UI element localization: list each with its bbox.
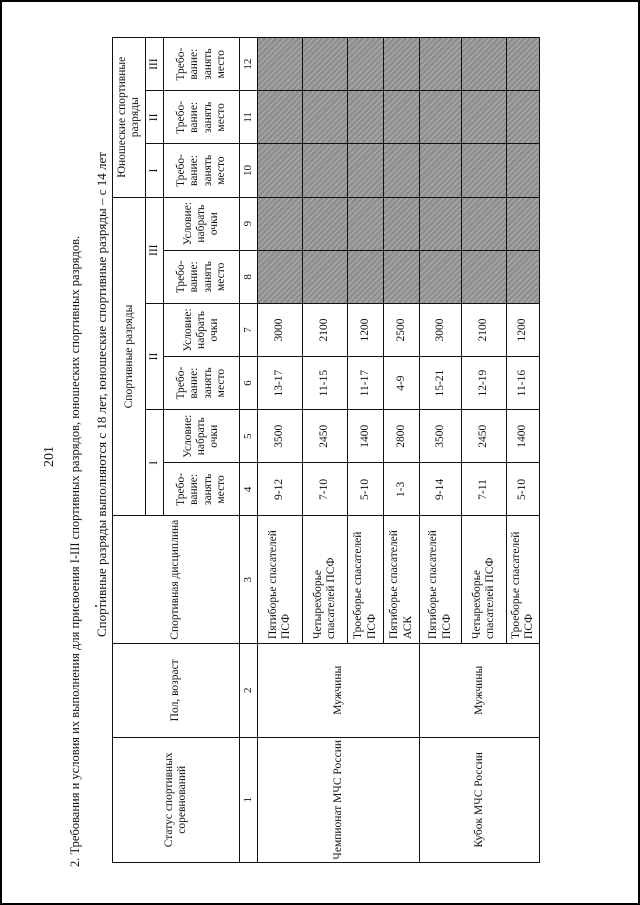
column-number: 6 [239, 357, 257, 410]
header-points-cond: Условие: набрать очки [164, 303, 240, 356]
table-caption: 2. Требования и условия их выполнения для присвоения I-III спортивных разрядов, юношеских спортивных разрядов. [68, 235, 82, 867]
shaded-cell [506, 250, 539, 303]
points-cell: 2100 [462, 303, 506, 356]
place-cell: 13-17 [257, 357, 303, 410]
shaded-cell [257, 197, 303, 250]
shaded-cell [303, 38, 347, 91]
shaded-cell [257, 91, 303, 144]
shaded-cell [506, 38, 539, 91]
shaded-cell [303, 91, 347, 144]
header-rank-2: II [146, 303, 164, 409]
points-cell: 1200 [506, 303, 539, 356]
points-cell: 2500 [384, 303, 420, 356]
header-gender: Пол, возраст [113, 644, 240, 738]
shaded-cell [384, 250, 420, 303]
column-number: 5 [239, 410, 257, 463]
place-cell: 7-11 [462, 463, 506, 516]
shaded-cell [257, 144, 303, 197]
discipline-cell: Троеборье спасателей ПСФ [506, 516, 539, 644]
points-cell: 1200 [347, 303, 384, 356]
discipline-cell: Пятиборье спасателей ПСФ [257, 516, 303, 644]
shaded-cell [257, 250, 303, 303]
place-cell: 7-10 [303, 463, 347, 516]
place-cell: 11-15 [303, 357, 347, 410]
shaded-cell [384, 91, 420, 144]
header-discipline: Спортивная дисциплина [113, 516, 240, 644]
column-number: 8 [239, 250, 257, 303]
shaded-cell [347, 144, 384, 197]
shaded-cell [419, 144, 461, 197]
table-row [257, 38, 303, 863]
header-place-req: Требо-вание: занять место [164, 357, 240, 410]
shaded-cell [347, 197, 384, 250]
column-number: 3 [239, 516, 257, 644]
shaded-cell [462, 197, 506, 250]
place-cell: 11-16 [506, 357, 539, 410]
header-points-cond: Условие: набрать очки [164, 197, 240, 250]
place-cell: 9-12 [257, 463, 303, 516]
place-cell: 12-19 [462, 357, 506, 410]
status-cell: Кубок МЧС России [419, 737, 539, 862]
shaded-cell [303, 144, 347, 197]
discipline-cell: Пятиборье спасателей ПСФ [419, 516, 461, 644]
header-sport-ranks: Спортивные разряды [113, 197, 146, 516]
shaded-cell [419, 250, 461, 303]
points-cell: 3500 [257, 410, 303, 463]
header-youth-2: II [146, 91, 164, 144]
shaded-cell [384, 197, 420, 250]
points-cell: 2800 [384, 410, 420, 463]
header-place-req: Требо-вание: занять место [164, 250, 240, 303]
header-youth-1: I [146, 144, 164, 197]
shaded-cell [347, 250, 384, 303]
shaded-cell [462, 38, 506, 91]
shaded-cell [303, 197, 347, 250]
place-cell: 1-3 [384, 463, 420, 516]
shaded-cell [462, 91, 506, 144]
age-note: Спортивные разряды выполняются с 18 лет, юношеские спортивные разряды – с 14 лет [94, 152, 109, 637]
column-number: 12 [239, 38, 257, 91]
header-status: Статус спортивных соревнований [113, 737, 240, 862]
column-number: 4 [239, 463, 257, 516]
place-cell: 5-10 [347, 463, 384, 516]
column-number: 2 [239, 644, 257, 738]
header-place-req: Требо-вание: занять место [164, 463, 240, 516]
header-place-req: Требо-вание: занять место [164, 144, 240, 197]
shaded-cell [419, 38, 461, 91]
column-number: 10 [239, 144, 257, 197]
column-number: 9 [239, 197, 257, 250]
shaded-cell [506, 91, 539, 144]
shaded-cell [506, 144, 539, 197]
shaded-cell [347, 38, 384, 91]
place-cell: 11-17 [347, 357, 384, 410]
column-number: 1 [239, 737, 257, 862]
table-row [419, 38, 461, 863]
shaded-cell [506, 197, 539, 250]
points-cell: 2100 [303, 303, 347, 356]
discipline-cell: Пятиборье спасателей АСК [384, 516, 420, 644]
header-youth-ranks: Юношеские спортивные разряды [113, 38, 146, 198]
points-cell: 3000 [257, 303, 303, 356]
header-rank-3: III [146, 197, 164, 303]
discipline-cell: Троеборье спасателей ПСФ [347, 516, 384, 644]
shaded-cell [419, 91, 461, 144]
place-cell: 4-9 [384, 357, 420, 410]
header-rank-1: I [146, 410, 164, 516]
points-cell: 3500 [419, 410, 461, 463]
gender-cell: Мужчины [419, 644, 539, 738]
points-cell: 2450 [462, 410, 506, 463]
header-place-req: Требо-вание: занять место [164, 91, 240, 144]
page-number: 201 [42, 446, 57, 467]
header-points-cond: Условие: набрать очки [164, 410, 240, 463]
discipline-cell: Четырехборье спасателей ПСФ [303, 516, 347, 644]
place-cell: 5-10 [506, 463, 539, 516]
place-cell: 9-14 [419, 463, 461, 516]
discipline-cell: Четырехборье спасателей ПСФ [462, 516, 506, 644]
shaded-cell [384, 38, 420, 91]
shaded-cell [303, 250, 347, 303]
points-cell: 1400 [347, 410, 384, 463]
shaded-cell [462, 144, 506, 197]
shaded-cell [257, 38, 303, 91]
status-cell: Чемпионат МЧС России [257, 737, 419, 862]
shaded-cell [462, 250, 506, 303]
header-place-req: Требо-вание: занять место [164, 38, 240, 91]
column-number: 7 [239, 303, 257, 356]
points-cell: 2450 [303, 410, 347, 463]
points-cell: 1400 [506, 410, 539, 463]
shaded-cell [347, 91, 384, 144]
column-number: 11 [239, 91, 257, 144]
points-cell: 3000 [419, 303, 461, 356]
gender-cell: Мужчины [257, 644, 419, 738]
shaded-cell [384, 144, 420, 197]
place-cell: 15-21 [419, 357, 461, 410]
shaded-cell [419, 197, 461, 250]
requirements-table [112, 37, 540, 863]
header-youth-3: III [146, 38, 164, 91]
